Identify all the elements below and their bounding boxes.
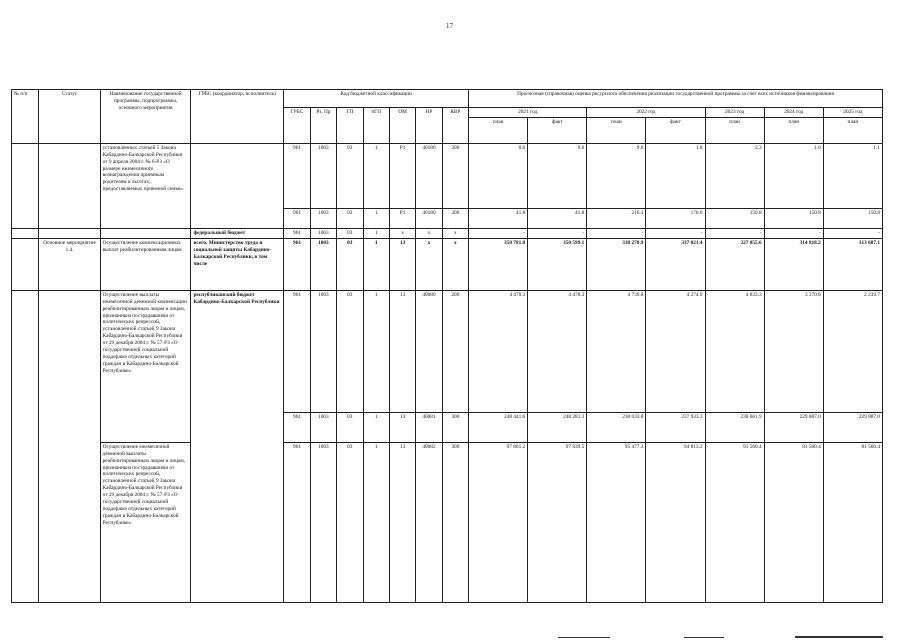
code-cell: 03: [337, 208, 363, 228]
value-cell: -: [528, 228, 587, 238]
value-cell: 314 818.2: [764, 238, 823, 290]
code-cell: 961: [284, 238, 310, 290]
row-name: Осуществление компенсационных выплат реабилитированным лицам: [100, 238, 191, 290]
code-cell: х: [442, 238, 468, 290]
code-cell: 300: [442, 208, 468, 228]
table-row: [12, 228, 883, 238]
code-cell: х: [416, 238, 442, 290]
sub-header: факт: [528, 117, 587, 143]
code-cell: 40080: [416, 290, 442, 412]
table-row: [12, 290, 883, 412]
value-cell: 81 560.4: [764, 442, 823, 602]
header-grbs: ГРБС (координатор, исполнитель): [191, 90, 284, 144]
value-cell: 150.8: [823, 208, 882, 228]
value-cell: 237 933.3: [646, 412, 705, 442]
table-row: [12, 238, 883, 290]
value-cell: 230 661.9: [705, 412, 764, 442]
value-cell: 91 560.4: [705, 442, 764, 602]
value-cell: 350 781.0: [469, 238, 528, 290]
code-cell: 03: [337, 238, 363, 290]
value-cell: 0.6: [528, 143, 587, 208]
code-cell: 1: [363, 208, 389, 228]
code-cell: 200: [442, 143, 468, 208]
code-cell: 03: [337, 412, 363, 442]
value-cell: 338 270.9: [587, 238, 646, 290]
value-cell: 97 839.5: [528, 442, 587, 602]
scan-artifact-line: [558, 637, 610, 638]
code-cell: х: [416, 228, 442, 238]
value-cell: -: [646, 228, 705, 238]
header-name: Наименование государственной программы, подпрограммы, основного мероприятия: [100, 90, 191, 144]
value-cell: 41.8: [469, 208, 528, 228]
value-cell: 1.8: [646, 143, 705, 208]
value-cell: 4 274.9: [646, 290, 705, 412]
sub-header: факт: [646, 117, 705, 143]
code-cell: 1003: [310, 290, 336, 412]
code-cell: 961: [284, 208, 310, 228]
value-cell: 4 478.3: [469, 290, 528, 412]
value-cell: 337 021.4: [646, 238, 705, 290]
code-cell: 200: [442, 290, 468, 412]
sub-header: план: [705, 117, 764, 143]
value-cell: -: [705, 228, 764, 238]
code-cell: х: [389, 228, 415, 238]
code-cell: 1: [363, 442, 389, 602]
row-name: Осуществление ежемесячной денежной выплаты реабилитированным лицам и лицам, признанным пострадавшими от политических репрессий, установленной статьей 9 Закона Кабардино-Балкарской Республики от 29 декабря 2004 г. № 57-РЗ «О государственной социальной поддержке отдельных категорий граждан в Кабардино-Балкарской Республике»: [100, 442, 191, 602]
value-cell: 1.1: [823, 143, 882, 208]
code-cell: х: [442, 228, 468, 238]
scan-artifact-line: [795, 636, 883, 638]
value-cell: 150.8: [764, 208, 823, 228]
code-cell: 300: [442, 412, 468, 442]
year-header: 2022 год: [587, 108, 705, 118]
value-cell: 248 281.3: [528, 412, 587, 442]
resource-table: [11, 89, 883, 603]
value-cell: 94 813.2: [646, 442, 705, 602]
sub-header: план: [587, 117, 646, 143]
code-cell: 13: [389, 238, 415, 290]
value-cell: 81 560.4: [823, 442, 882, 602]
code-cell: 1: [363, 238, 389, 290]
row-status: Основное мероприятие 1.4.: [39, 238, 100, 290]
value-cell: 1.6: [764, 143, 823, 208]
code-col: Рз, Пр: [310, 108, 336, 144]
value-cell: 2.3: [705, 143, 764, 208]
value-cell: 9.0: [587, 143, 646, 208]
code-cell: 1003: [310, 228, 336, 238]
code-cell: 03: [337, 290, 363, 412]
value-cell: 313 687.1: [823, 238, 882, 290]
year-header: 2021 год: [469, 108, 587, 118]
row-grbs: республиканский бюджет Кабардино-Балкарской Республики: [191, 290, 284, 602]
code-cell: 40082: [416, 442, 442, 602]
code-cell: 1003: [310, 208, 336, 228]
value-cell: 229 887.0: [764, 412, 823, 442]
value-cell: 95 477.3: [587, 442, 646, 602]
code-cell: 13: [389, 290, 415, 412]
code-cell: 1003: [310, 442, 336, 602]
code-cell: 03: [337, 442, 363, 602]
value-cell: 216.1: [587, 208, 646, 228]
value-cell: 4 833.3: [705, 290, 764, 412]
year-header: 2024 год: [764, 108, 823, 118]
code-cell: 40180: [416, 208, 442, 228]
row-grbs: федеральный бюджет: [191, 228, 284, 238]
code-cell: 961: [284, 143, 310, 208]
value-cell: -: [469, 228, 528, 238]
row-name: Осуществление выплаты ежемесячной денежной компенсации реабилитированным лицам и лицам, признанным пострадавшими от политических репрессий, установленной статьей 9 Закона Кабардино-Балкарской Республики от 29 декабря 2004 г. № 57-РЗ «О государственной социальной поддержке отдельных категорий граждан в Кабардино-Балкарской Республике»: [100, 290, 191, 442]
code-cell: 1: [363, 412, 389, 442]
value-cell: 248 441.6: [469, 412, 528, 442]
code-col: ОМ: [389, 108, 415, 144]
code-cell: 300: [442, 442, 468, 602]
year-header: 2025 год: [823, 108, 882, 118]
code-cell: 1003: [310, 143, 336, 208]
page-number: 17: [446, 22, 453, 30]
value-cell: 170.6: [646, 208, 705, 228]
code-cell: 40081: [416, 412, 442, 442]
code-cell: Р1: [389, 208, 415, 228]
code-col: НР: [416, 108, 442, 144]
year-header: 2023 год: [705, 108, 764, 118]
value-cell: 150.8: [705, 208, 764, 228]
code-cell: Р1: [389, 143, 415, 208]
code-cell: 961: [284, 228, 310, 238]
code-cell: 961: [284, 290, 310, 412]
code-cell: 961: [284, 412, 310, 442]
value-cell: 4 739.8: [587, 290, 646, 412]
code-cell: 40180: [416, 143, 442, 208]
value-cell: 0.6: [469, 143, 528, 208]
value-cell: 350 599.1: [528, 238, 587, 290]
row-name: установленных статьей 5 Закона Кабардино-Балкарской Республики от 9 апреля 2004 г. № 6-РЗ «О размере ежемесячного вознаграждения приемным родителям и льготах, предоставляемых приемной семье»: [100, 143, 191, 228]
sub-header: план: [764, 117, 823, 143]
code-cell: 1003: [310, 238, 336, 290]
value-cell: 229 887.0: [823, 412, 882, 442]
code-cell: 1: [363, 228, 389, 238]
code-cell: 1003: [310, 412, 336, 442]
code-col: ГРБС: [284, 108, 310, 144]
code-cell: 13: [389, 412, 415, 442]
code-cell: 13: [389, 442, 415, 602]
value-cell: -: [764, 228, 823, 238]
scan-artifact-line: [684, 637, 724, 638]
value-cell: 3 370.8: [764, 290, 823, 412]
header-code: Код бюджетной классификации: [284, 90, 469, 108]
header-forecast: Прогнозная (справочная) оценка ресурсного обеспечения реализации государственной программы за счет всех источников финансирования: [469, 90, 883, 108]
code-col: пГП: [363, 108, 389, 144]
value-cell: 4 478.3: [528, 290, 587, 412]
code-col: ГП: [337, 108, 363, 144]
code-cell: 03: [337, 228, 363, 238]
table-row: [12, 442, 883, 602]
row-grbs: всего, Министерство труда и социальной защиты Кабардино-Балкарской Республики, в том числе: [191, 238, 284, 290]
value-cell: 327 055.6: [705, 238, 764, 290]
sub-header: план: [823, 117, 882, 143]
value-cell: 238 033.8: [587, 412, 646, 442]
value-cell: 97 861.2: [469, 442, 528, 602]
code-cell: 1: [363, 143, 389, 208]
sub-header: план: [469, 117, 528, 143]
header-no: № п/п: [12, 90, 39, 144]
value-cell: 41.8: [528, 208, 587, 228]
value-cell: -: [823, 228, 882, 238]
value-cell: 2 239.7: [823, 290, 882, 412]
code-cell: 03: [337, 143, 363, 208]
code-cell: 961: [284, 442, 310, 602]
header-status: Статус: [39, 90, 100, 144]
code-cell: 1: [363, 290, 389, 412]
value-cell: -: [587, 228, 646, 238]
code-col: КВР: [442, 108, 468, 144]
table-row: [12, 143, 883, 208]
